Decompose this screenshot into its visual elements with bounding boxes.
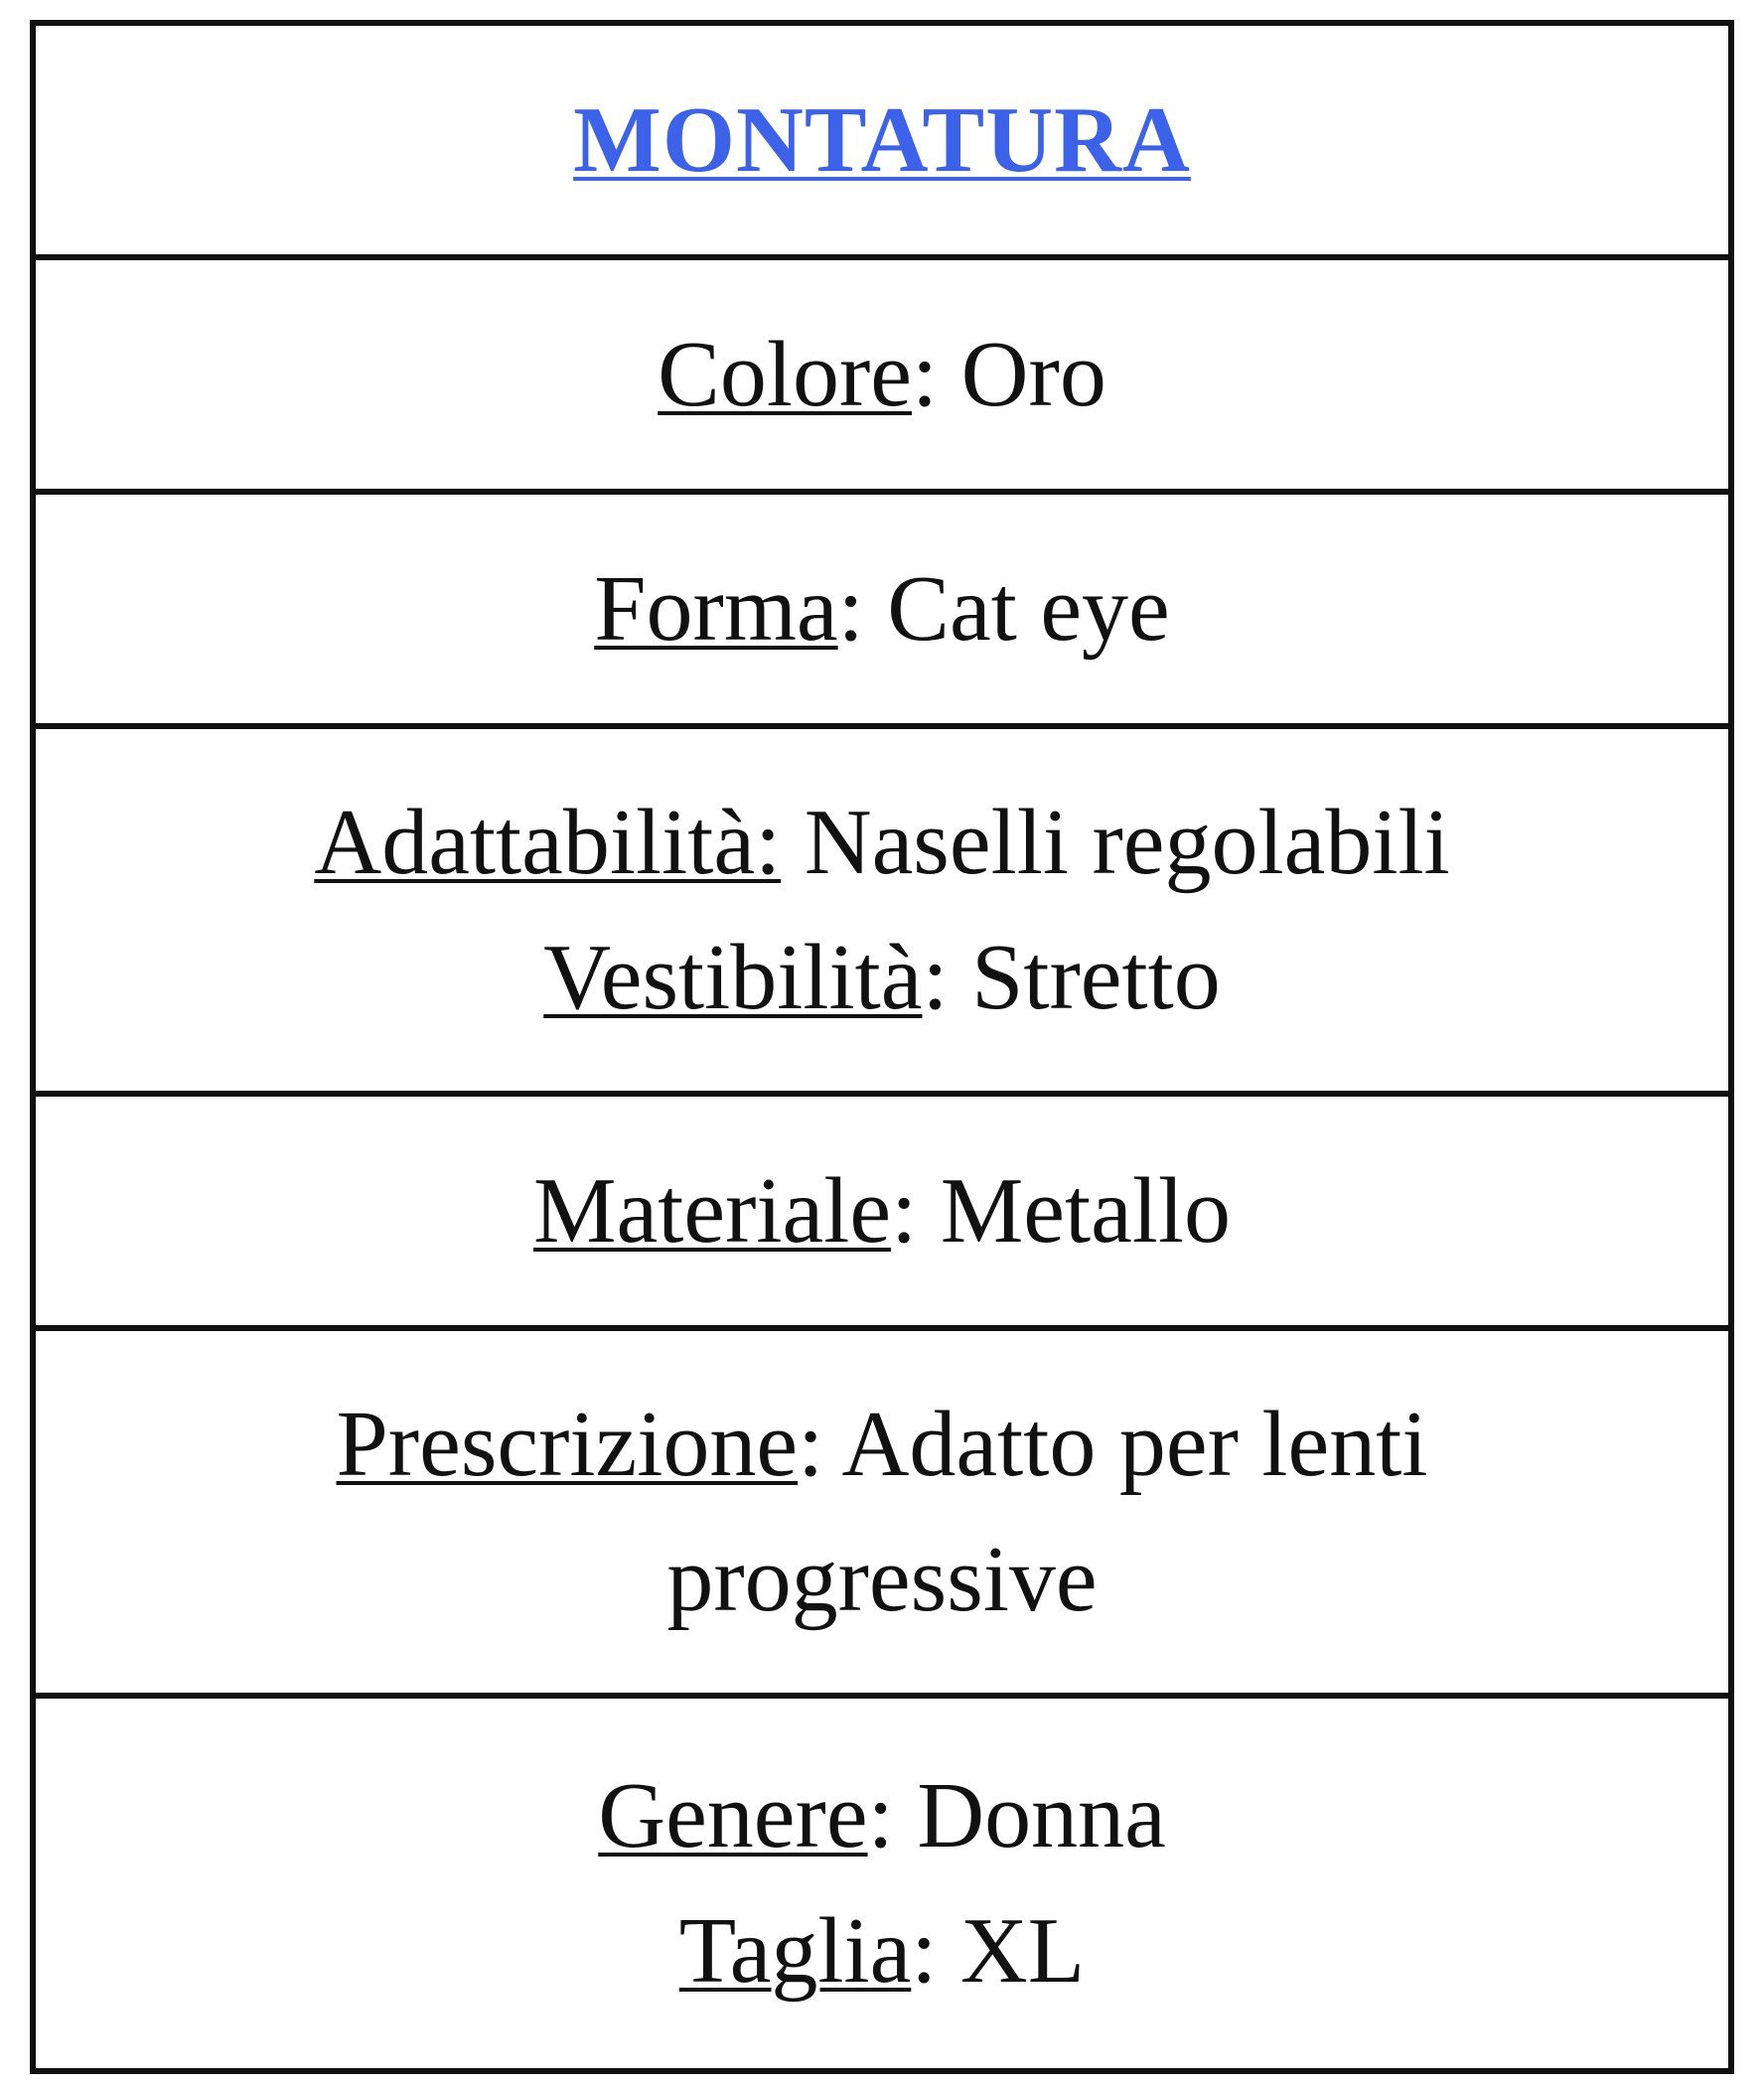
spec-value: Adatto per lenti [841, 1392, 1428, 1496]
spec-cell-adattabilita [33, 726, 1731, 1094]
spec-cell-prescrizione [33, 1328, 1731, 1696]
spec-cell-materiale [33, 1094, 1731, 1328]
spec-value: Stretto [971, 926, 1221, 1029]
spec-separator: : [922, 926, 972, 1029]
spec-separator: : [911, 1899, 960, 2003]
spec-key: Adattabilità: [314, 790, 782, 894]
spec-value: Metallo [940, 1158, 1232, 1263]
spec-line [75, 1883, 1689, 2018]
spec-value: Cat eye [887, 556, 1170, 661]
spec-line [75, 910, 1689, 1045]
table-row [33, 1696, 1731, 2071]
table-row [33, 1094, 1731, 1328]
spec-separator: : [798, 1392, 842, 1496]
spec-line [75, 1748, 1689, 1883]
spec-value: XL [959, 1899, 1086, 2003]
spec-table [30, 20, 1734, 2074]
spec-value: Donna [917, 1763, 1166, 1867]
spec-line [75, 775, 1689, 910]
spec-line [75, 541, 1689, 676]
spec-value: Naselli regolabili [804, 790, 1450, 894]
spec-key: Genere [598, 1763, 868, 1867]
table-row [33, 492, 1731, 726]
spec-cell-genere [33, 1696, 1731, 2071]
spec-cell-colore [33, 257, 1731, 492]
spec-line [75, 1512, 1689, 1647]
spec-line [75, 1143, 1689, 1278]
spec-key: Taglia [678, 1899, 912, 2003]
table-title: MONTATURA [573, 87, 1191, 192]
title-cell [33, 23, 1731, 257]
spec-key: Materiale [532, 1158, 892, 1263]
spec-key: Prescrizione [336, 1392, 799, 1496]
title-row [33, 23, 1731, 257]
spec-separator [781, 791, 805, 894]
spec-separator: : [867, 1763, 918, 1867]
spec-separator: : [891, 1158, 941, 1263]
spec-value: progressive [666, 1528, 1098, 1631]
table-row [33, 726, 1731, 1094]
spec-key: Forma [594, 556, 838, 661]
spec-separator: : [837, 556, 888, 661]
table-row [33, 257, 1731, 492]
spec-line [75, 307, 1689, 442]
table-row [33, 1328, 1731, 1696]
spec-separator: : [912, 322, 961, 426]
spec-line [75, 1377, 1689, 1512]
spec-value: Oro [960, 322, 1106, 426]
spec-cell-forma [33, 492, 1731, 726]
spec-key: Vestibilità [543, 926, 923, 1029]
spec-key: Colore [658, 322, 913, 426]
